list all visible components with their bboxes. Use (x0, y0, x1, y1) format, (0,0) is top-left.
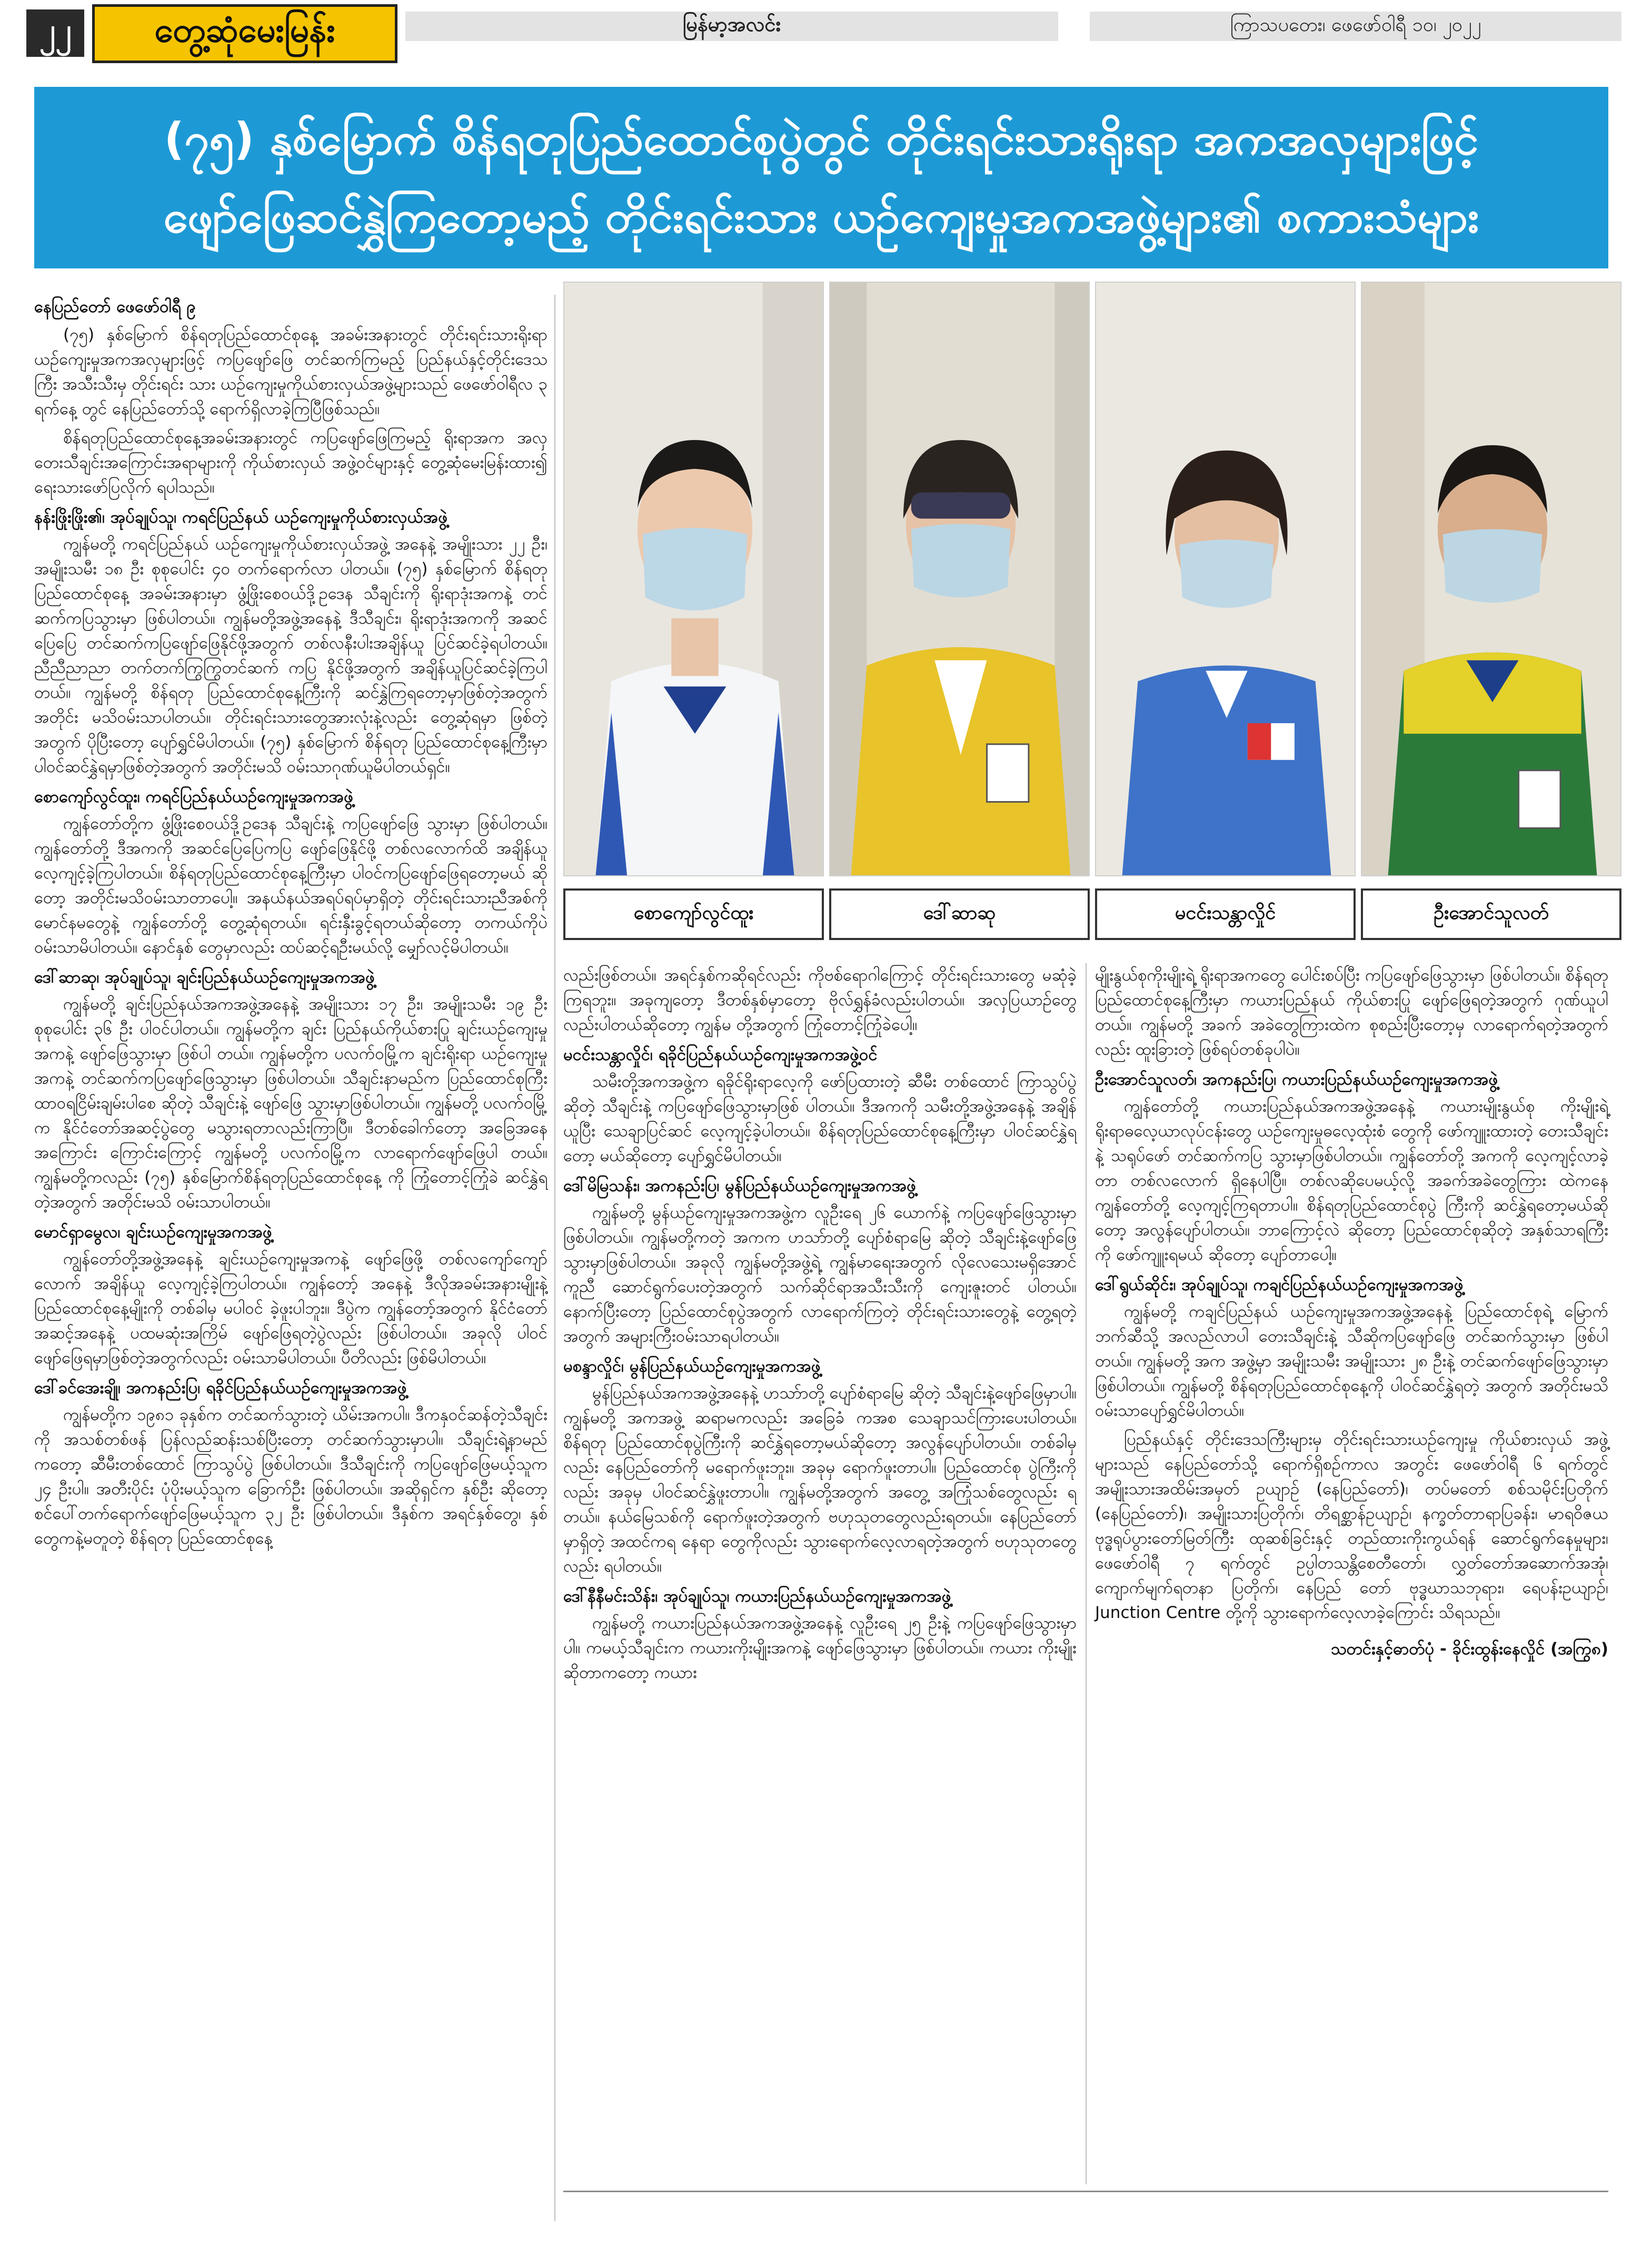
photo-daw-sar-su (829, 282, 1090, 876)
masthead (21, 0, 1621, 68)
paragraph: ကျွန်တော်တို့ ကယားပြည်နယ်အကအဖွဲ့အနေနဲ့ ကယားမျိုးနွယ်စု ကိုးမျိုးရဲ့ ရိုးရာဓလေ့ယာလုပ်ငန်းတွေ ယဉ်ကျေးမှုဓလေ့ထုံးစံ တွေကို ဖော်ကျူးထားတဲ့ တေးသီချင်းနဲ့ သရုပ်ဖော် တင်ဆက်ကပြ သွားမှာဖြစ်ပါတယ်။ ကျွန်တော်တို့ အကကို လေ့ကျင့်လာခဲ့တာ တစ်လလောက် ရှိနေပါပြီ။ တစ်လဆိုပေမယ့်လို့ အခက်အခဲတွေကြား ထဲကနေ ကျွန်တော်တို့ လေ့ကျင့်ကြရတာပါ။ စိန်ရတုပြည်ထောင်စုပွဲ ကြီးကို ဆင်နွှဲရတော့မယ်ဆိုတော့ အလွန်ပျော်ပါတယ်။ ဘာကြောင့်လဲ ဆိုတော့ ပြည်ထောင်စုဆိုတဲ့ အနှစ်သာရကြီးကို ဖော်ကျူးရမယ် ဆိုတော့ ပျော်တာပေါ့။ (1095, 1097, 1608, 1264)
paragraph: စိန်ရတုပြည်ထောင်စုနေ့အခမ်းအနားတွင် ကပြဖျော်ဖြေကြမည့် ရိုးရာအက အလှတေးသီချင်းအကြောင်းအရာများကို ကိုယ်စားလှယ် အဖွဲ့ဝင်များနှင့် တွေ့ဆုံမေးမြန်းထား၍ ရေးသားဖော်ပြလိုက် ရပါသည်။ (34, 428, 548, 497)
paragraph: ကျွန်မတို့ ချင်းပြည်နယ်အကအဖွဲ့အနေနဲ့ အမျိုးသား ၁၇ ဦး၊ အမျိုးသမီး ၁၉ ဦး စုစုပေါင်း ၃၆ ဦး ပါဝင်ပါတယ်။ ကျွန်မတို့က ချင်း ပြည်နယ်ကိုယ်စားပြု ချင်းယဉ်ကျေးမှု အကနဲ့ ဖျော်ဖြေသွားမှာ ဖြစ်ပါ တယ်။ ကျွန်မတို့က ပလက်ဝမြို့က ချင်းရိုးရာ ယဉ်ကျေးမှုအကနဲ့ တင်ဆက်ကပြဖျော်ဖြေသွားမှာ ဖြစ်ပါတယ်။ သီချင်းနာမည်က ပြည်ထောင်စုကြီး ထာဝရငြိမ်းချမ်းပါစေ ဆိုတဲ့ သီချင်းနဲ့ ဖျော်ဖြေ သွားမှာဖြစ်ပါတယ်။ ကျွန်မတို့ ပလက်ဝမြို့က နိုင်ငံတော်အဆင့်ပွဲတွေ မသွားရတာလည်းကြာပြီ။ ဒီတစ်ခေါက်တော့ အခြေအနေအကြောင်း ကြောင်းကြောင့် ကျွန်မတို့ ပလက်ဝမြို့က လာရောက်ဖျော်ဖြေပါ တယ်။ ကျွန်မတို့ကလည်း (၇၅) နှစ်မြောက်စိန်ရတုပြည်ထောင်စုနေ့ ကို ကြုံတောင့်ကြုံခဲ ဆင်နွှဲရတဲ့အတွက် အတိုင်းမသိ ဝမ်းသာပါတယ်။ (34, 995, 548, 1212)
paragraph: လည်းဖြစ်တယ်။ အရင်နှစ်ကဆိုရင်လည်း ကိုဗစ်ရောဂါကြောင့် တိုင်းရင်းသားတွေ မဆုံခဲ့ကြရဘူး။ အခုကျတော့ ဒီတစ်နှစ်မှာတော့ ဗိုလ်ရွှန်ခံလည်းပါတယ်။ အလှပြယာဉ်တွေလည်းပါတယ်ဆိုတော့ ကျွန်မ တို့အတွက် ကြုံတောင့်ကြုံခဲပေါ့။ (563, 966, 1077, 1034)
subheading: ဒေါ်ခင်အေးချို၊ အကနည်းပြ၊ ရခိုင်ပြည်နယ်ယဉ်ကျေးမှုအကအဖွဲ့ (34, 1378, 407, 1397)
byline-credit: သတင်းနှင့်ဓာတ်ပုံ - ခိုင်းထွန်းနေလှိုင် (အကြွ၈) (1330, 1640, 1608, 1658)
column-divider (554, 295, 555, 2221)
photo-saw-kyaw-lwin-htoo (563, 282, 824, 876)
paragraph: (၇၅) နှစ်မြောက် စိန်ရတုပြည်ထောင်စုနေ့ အခမ်းအနားတွင် တိုင်းရင်းသားရိုးရာ ယဉ်ကျေးမှုအကအလှများဖြင့် ကပြဖျော်ဖြေ တင်ဆက်ကြမည့် ပြည်နယ်နှင့်တိုင်းဒေသကြီး အသီးသီးမှ တိုင်းရင်း သား ယဉ်ကျေးမှုကိုယ်စားလှယ်အဖွဲ့များသည် ဖေဖော်ဝါရီလ ၃ ရက်နေ့ တွင် နေပြည်တော်သို့ ရောက်ရှိလာခဲ့ကြပြီဖြစ်သည်။ (34, 325, 548, 418)
paragraph: ကျွန်မတို့ မွန်ယဉ်ကျေးမှုအကအဖွဲ့က လူဦးရေ ၂၆ ယောက်နဲ့ ကပြဖျော်ဖြေသွားမှာ ဖြစ်ပါတယ်။ ကျွန်မတို့ကတဲ့ အကက ဟသာ်ာတို့ ပျော်စံရာမြေ ဆိုတဲ့ သီချင်းနဲ့ဖျော်ဖြေသွားမှာဖြစ်ပါတယ်။ အခုလို ကျွန်မတို့အဖွဲ့ရဲ့ ကျွန်မာရေးအတွက် လိုလေသေးမရှိအောင် ကူညီ ဆောင်ရွက်ပေးတဲ့အတွက် သက်ဆိုင်ရာအသီးသီးကို ကျေးဇူးတင် ပါတယ်။ နောက်ပြီးတော့ ပြည်ထောင်စုပွဲအတွက် လာရောက်ကြတဲ့ တိုင်းရင်းသားတွေနဲ့ တွေ့ရတဲ့အတွက် အများကြီးဝမ်းသာရပါတယ်။ (563, 1203, 1077, 1346)
subheading: ဒေါ်ရွယ်ဆိုင်း၊ အုပ်ချုပ်သူ၊ ကချင်ပြည်နယ်ယဉ်ကျေးမှုအကအဖွဲ့ (1095, 1275, 1464, 1294)
paragraph: မျိုးနွယ်စုကိုးမျိုးရဲ့ ရိုးရာအကတွေ ပေါင်းစပ်ပြီး ကပြဖျော်ဖြေသွားမှာ ဖြစ်ပါတယ်။ စိန်ရတုပြည်ထောင်စုနေ့ကြီးမှာ ကယားပြည်နယ် ကိုယ်စားပြု ဖျော်ဖြေရတဲ့အတွက် ဂုဏ်ယူပါတယ်။ ကျွန်မတို့ အခက် အခဲတွေကြားထဲက စုစည်းပြီးတော့မှ လာရောက်ရတဲ့အတွက် လည်း ထူးခြားတဲ့ ဖြစ်ရပ်တစ်ခုပါပဲ။ (1095, 966, 1608, 1059)
photo-caption: မငင်းသန္တာလှိုင် (1095, 888, 1356, 940)
paragraph: ကျွန်တော်တို့အဖွဲ့အနေနဲ့ ချင်းယဉ်ကျေးမှုအကနဲ့ ဖျော်ဖြေဖို့ တစ်လကျော်ကျော်လောက် အချိန်ယူ လေ့ကျင့်ခဲ့ကြပါတယ်။ ကျွန်တော့် အနေနဲ့ ဒီလိုအခမ်းအနားမျိုးနဲ့ ပြည်ထောင်စုနေ့မျိုးကို တစ်ခါမှ မပါဝင် ခဲ့ဖူးပါဘူး။ ဒီပွဲက ကျွန်တော့်အတွက် နိုင်ငံတော်အဆင့်အနေနဲ့ ပထမဆုံးအကြိမ် ဖျော်ဖြေရတဲ့ပွဲလည်း ဖြစ်ပါတယ်။ အခုလို ပါဝင် ဖျော်ဖြေရမှာဖြစ်တဲ့အတွက်လည်း ဝမ်းသာမိပါတယ်။ ပီတိလည်း ဖြစ်မိပါတယ်။ (34, 1250, 548, 1367)
photo-ma-ngin-thandar-hlaing (1095, 282, 1356, 876)
paragraph: ကျွန်မတို့က ၁၉၈၁ ခုနှစ်က တင်ဆက်သွားတဲ့ ယိမ်းအကပါ။ ဒီကနှဝင်ဆန်တဲ့သီချင်းကို အသစ်တစ်ဖန် ပြန်လည်ဆန်းသစ်ပြီးတော့ တင်ဆက်သွားမှာပါ။ သီချင်းရဲ့နာမည်ကတော့ ဆီမီးတစ်ထောင် ကြာသွပ်ပွဲ ဖြစ်ပါတယ်။ ဒီသီချင်းကို ကပြဖျော်ဖြေမယ့်သူက ၂၄ ဦးပါ။ အတီးပိုင်း ပုံပိုးမယ့်သူက ခြောက်ဦး ဖြစ်ပါတယ်။ အဆိုရှင်က နှစ်ဦး ဆိုတော့ စင်ပေါ်တက်ရောက်ဖျော်ဖြေမယ့်သူက ၃၂ ဦး ဖြစ်ပါတယ်။ ဒီနှစ်က အရင်နှစ်တွေ၊ နှစ်တွေကနဲ့မတူတဲ့ စိန်ရတု ပြည်ထောင်စုနေ့ (34, 1405, 548, 1548)
newspaper-name: မြန်မာ့အလင်း (405, 12, 1058, 41)
subheading: ဒေါ်မိမြသန်း၊ အကနည်းပြ၊ မွန်ပြည်နယ်ယဉ်ကျေးမှုအကအဖွဲ့ (563, 1176, 916, 1195)
paragraph: မွန်ပြည်နယ်အကအဖွဲ့အနေနဲ့ ဟသာ်ာတို့ ပျော်စံရာမြေ ဆိုတဲ့ သီချင်းနဲ့ဖျော်ဖြေမှာပါ။ ကျွန်မတို့ အကအဖွဲ့ ဆရာမကလည်း အခြေခံ ကအစ သေချာသင်ကြားပေးပါတယ်။ စိန်ရတု ပြည်ထောင်စုပွဲကြီးကို ဆင်နွှဲရတော့မယ်ဆိုတော့ အလွန်ပျော်ပါတယ်။ တစ်ခါမှလည်း နေပြည်တော်ကို မရောက်ဖူးဘူး။ အခုမှ ရောက်ဖူးတာပါ။ ပြည်ထောင်စု ပွဲကြီးကိုလည်း အခုမှ ပါဝင်ဆင်နွှဲဖူးတာပါ။ ကျွန်မတို့အတွက် အတွေ့ အကြုံသစ်တွေလည်း ရတယ်။ နယ်မြေသစ်ကို ရောက်ဖူးတဲ့အတွက် ဗဟုသုတတွေလည်းရတယ်။ နေပြည်တော်မှာရှိတဲ့ အထင်ကရ နေရာ တွေကိုလည်း သွားရောက်လေ့လာရတဲ့အတွက် ဗဟုသုတတွေလည်း ရပါတယ်။ (563, 1384, 1077, 1576)
subheading: ဒေါ်ဆာဆု၊ အုပ်ချုပ်သူ၊ ချင်းပြည်နယ်ယဉ်ကျေးမှုအကအဖွဲ့ (34, 968, 375, 987)
photo-caption: စောကျော်လွင်ထူး (563, 888, 824, 940)
dateline: နေပြည်တော် ဖေဖော်ဝါရီ ၉ (34, 297, 196, 316)
subheading: မောင်ရှာမွေလ၊ ချင်းယဉ်ကျေးမှုအကအဖွဲ့ (34, 1223, 272, 1242)
paragraph: ကျွန်တော်တို့က ဖွံ့ဖြိုးစေဝယ်ဒို့ဥဒေန သီချင်းနဲ့ ကပြဖျော်ဖြေ သွားမှာ ဖြစ်ပါတယ်။ ကျွန်တော်တို့ ဒီအကကို အဆင်ပြေပြေကပြ ဖျော်ဖြေနိုင်ဖို့ တစ်လလောက်ထိ အချိန်ယူ လေ့ကျင့်ခဲ့ကြပါတယ်။ စိန်ရတုပြည်ထောင်စုနေ့ကြီးမှာ ပါဝင်ကပြဖျော်ဖြေရတော့မယ် ဆိုတော့ အတိုင်းမသိဝမ်းသာတာပေါ့။ အနယ်နယ်အရပ်ရပ်မှာရှိတဲ့ တိုင်းရင်းသားညီအစ်ကိုမောင်နမတွေနဲ့ ကျွန်တော်တို့ တွေ့ဆုံရတယ်။ ရင်းနှီးခွင့်ရတယ်ဆိုတော့ တကယ်ကိုပဲ ဝမ်းသာမိပါတယ်။ နောင်နှစ် တွေမှာလည်း ထပ်ဆင့်ရဦးမယ်လို့ မျှော်လင့်မိပါတယ်။ (34, 814, 548, 957)
issue-date: ကြာသပတေး၊ ဖေဖော်ဝါရီ ၁၀၊ ၂၀၂၂ (1090, 12, 1621, 41)
subheading: နန်းဖြိုးဖြိုး၏၊ အုပ်ချုပ်သူ၊ ကရင်ပြည်နယ် ယဉ်ကျေးမှုကိုယ်စားလှယ်အဖွဲ့ (34, 508, 447, 527)
paragraph: ကျွန်မတို့ ကယားပြည်နယ်အကအဖွဲ့အနေနဲ့ လူဦးရေ ၂၅ ဦးနဲ့ ကပြဖျော်ဖြေသွားမှာပါ။ ကမယ့်သီချင်းက ကယားကိုးမျိုးအကနဲ့ ဖျော်ဖြေသွားမှာ ဖြစ်ပါတယ်။ ကယား ကိုးမျိုးဆိုတာကတော့ ကယား (563, 1614, 1077, 1682)
headline-line-2: ဖျော်ဖြေဆင်နွှဲကြတော့မည့် တိုင်းရင်းသား ယဉ်ကျေးမှုအကအဖွဲ့များ၏ စကားသံများ (163, 191, 1479, 243)
headline-banner (34, 87, 1608, 268)
article-column-1 (34, 295, 548, 1555)
paragraph: ပြည်နယ်နှင့် တိုင်းဒေသကြီးများမှ တိုင်းရင်းသားယဉ်ကျေးမှု ကိုယ်စားလှယ် အဖွဲ့များသည် နေပြည်တော်သို့ ရောက်ရှိစဉ်ကာလ အတွင်း ဖေဖော်ဝါရီ ၆ ရက်တွင် အမျိုးသားအထိမ်းအမှတ် ဥယျာဉ် (နေပြည်တော်)၊ တပ်မတော် စစ်သမိုင်းပြတိုက် (နေပြည်တော်)၊ အမျိုးသားပြတိုက်၊ တိရစ္ဆာန်ဥယျာဉ်၊ နက္ခတ်တာရာပြခန်း၊ မာရဝိဇယ ဗုဒ္ဓရုပ်ပွားတော်မြတ်ကြီး ထုဆစ်ခြင်းနှင့် တည်ထားကိုးကွယ်ရန် ဆောင်ရွက်နေမှုများ၊ ဖေဖော်ဝါရီ ၇ ရက်တွင် ဥပ္ပါတသန္တိစေတီတော်၊ လွှတ်တော်အဆောက်အအုံ၊ ကျောက်မျက်ရတနာ ပြတိုက်၊ နေပြည် တော် ဗုဒ္ဓဃာသဘုရား၊ ရေပန်းဥယျာဉ်၊ Junction Centre တို့ကို သွားရောက်လေ့လာခဲ့ကြောင်း သိရသည်။ (1095, 1430, 1608, 1622)
paragraph: ကျွန်မတို့ ကရင်ပြည်နယ် ယဉ်ကျေးမှုကိုယ်စားလှယ်အဖွဲ့ အနေနဲ့ အမျိုးသား ၂၂ ဦး၊ အမျိုးသမီး ၁၈ ဦး စုစုပေါင်း ၄၀ တက်ရောက်လာ ပါတယ်။ (၇၅) နှစ်မြောက် စိန်ရတုပြည်ထောင်စုနေ့ အခမ်းအနားမှာ ဖွံ့ဖြိုးစေဝယ်ဒို့ဥဒေန သီချင်းကို ရိုးရာဒုံးအကနဲ့ တင်ဆက်ကပြသွားမှာ ဖြစ်ပါတယ်။ ကျွန်မတို့အဖွဲ့အနေနဲ့ ဒီသီချင်း၊ ရိုးရာဒုံးအကကို အဆင် ပြေပြေ တင်ဆက်ကပြဖျော်ဖြေနိုင်ဖို့အတွက် တစ်လနီးပါးအချိန်ယူ ပြင်ဆင်ခဲ့ရပါတယ်။ ညီညီညာညာ တက်တက်ကြွကြွတင်ဆက် ကပြ နိုင်ဖို့အတွက် အချိန်ယူပြင်ဆင်ခဲ့ကြပါတယ်။ ကျွန်မတို့ စိန်ရတု ပြည်ထောင်စုနေ့ကြီးကို ဆင်နွှဲကြရတော့မှာဖြစ်တဲ့အတွက် အတိုင်း မသိဝမ်းသာပါတယ်။ တိုင်းရင်းသားတွေအားလုံးနဲ့လည်း တွေ့ဆုံရမှာ ဖြစ်တဲ့အတွက် ပိုပြီးတော့ ပျော်ရွှင်မိပါတယ်။ (၇၅) နှစ်မြောက် စိန်ရတု ပြည်ထောင်စုနေ့ကြီးမှာ ပါဝင်ဆင်နွှဲရမှာဖြစ်တဲ့အတွက် အတိုင်းမသိ ဝမ်းသာဂုဏ်ယူမိပါတယ်ရှင်။ (34, 535, 548, 776)
page-number: ၂၂ (26, 9, 84, 57)
subheading: မစန္ဒာလှိုင်၊ မွန်ပြည်နယ်ယဉ်ကျေးမှုအကအဖွဲ့ (563, 1357, 821, 1376)
paragraph: သမီးတို့အကအဖွဲ့က ရခိုင်ရိုးရာလေ့ကို ဖော်ပြထားတဲ့ ဆီမီး တစ်ထောင် ကြာသွပ်ပွဲ ဆိုတဲ့ သီချင်းနဲ့ ကပြဖျော်ဖြေသွားမှာဖြစ် ပါတယ်။ ဒီအကကို သမီးတို့အဖွဲ့အနေနဲ့ အချိန်ယူပြီး သေချာပြင်ဆင် လေ့ကျင့်ခဲ့ပါတယ်။ စိန်ရတုပြည်ထောင်စုနေ့ကြီးမှာ ပါဝင်ဆင်နွှဲရတော့ မယ်ဆိုတော့ ပျော်ရွှင်မိပါတယ်။ (563, 1072, 1077, 1165)
column-divider (1086, 963, 1087, 2184)
subheading: ဒေါ်နီနီမင်းသိန်း၊ အုပ်ချုပ်သူ၊ ကယားပြည်နယ်ယဉ်ကျေးမှုအကအဖွဲ့ (563, 1587, 951, 1606)
subheading: စောကျော်လွင်ထူး၊ ကရင်ပြည်နယ်ယဉ်ကျေးမှုအကအဖွဲ့ (34, 787, 353, 806)
subheading: ဦးအောင်သူလတ်၊ အကနည်းပြ၊ ကယားပြည်နယ်ယဉ်ကျေးမှုအကအဖွဲ့ (1095, 1070, 1498, 1089)
paragraph: ကျွန်မတို့ ကချင်ပြည်နယ် ယဉ်ကျေးမှုအကအဖွဲ့အနေနဲ့ ပြည်ထောင်စုရဲ့ မြောက်ဘက်ဆီသို့ အလည်လာပါ တေးသီချင်းနဲ့ သီဆိုကပြဖျော်ဖြေ တင်ဆက်သွားမှာ ဖြစ်ပါတယ်။ ကျွန်မတို့ အက အဖွဲ့မှာ အမျိုးသမီး အမျိုးသား ၂၈ ဦးနဲ့ တင်ဆက်ဖျော်ဖြေသွားမှာ ဖြစ်ပါတယ်။ ကျွန်မတို့ စိန်ရတုပြည်ထောင်စုနေ့ကို ပါဝင်ဆင်နွှဲရတဲ့ အတွက် အတိုင်းမသိ ဝမ်းသာပျော်ရွှင်မိပါတယ်။ (1095, 1302, 1608, 1420)
photo-caption: ဒေါ်ဆာဆု (829, 888, 1090, 940)
photo-caption: ဦးအောင်သူလတ် (1361, 888, 1621, 940)
headline-line-1: (၇၅) နှစ်မြောက် စိန်ရတုပြည်ထောင်စုပွဲတွင် တိုင်းရင်းသားရိုးရာ အကအလှများဖြင့် (164, 113, 1479, 165)
section-tag: တွေ့ဆုံမေးမြန်း (92, 4, 397, 63)
article-end-rule (563, 2191, 1608, 2192)
photo-u-aung-thu-lat (1361, 282, 1621, 876)
article-column-2 (563, 963, 1077, 1690)
article-column-3 (1095, 963, 1608, 1666)
subheading: မငင်းသန္တာလှိုင်၊ ရခိုင်ပြည်နယ်ယဉ်ကျေးမှုအကအဖွဲ့ဝင် (563, 1045, 878, 1064)
